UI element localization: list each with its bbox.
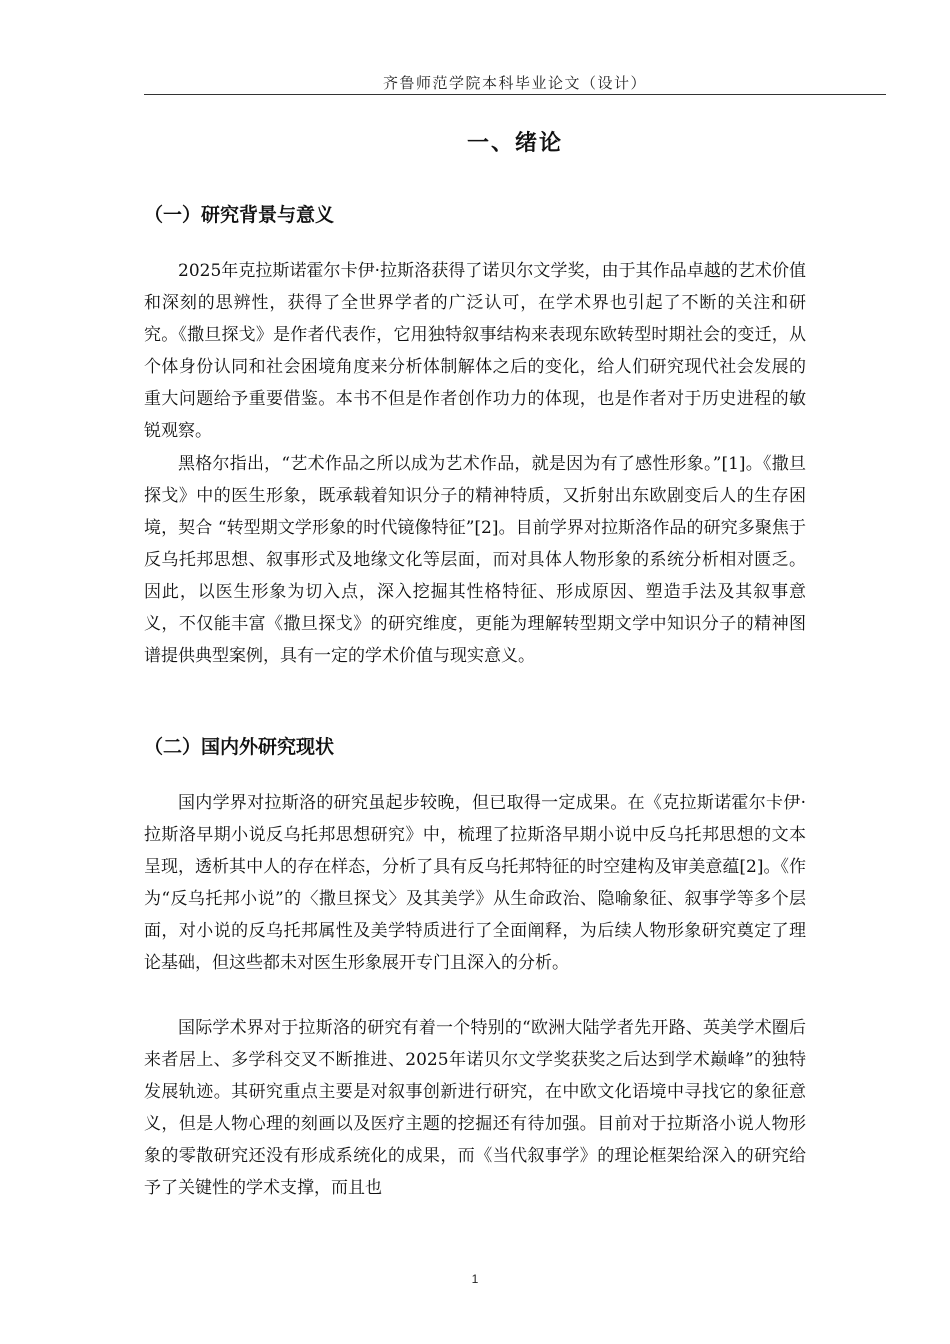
chapter-title: 一、绪论 — [466, 131, 563, 156]
paragraph-background-1: 2025年克拉斯诺霍尔卡伊·拉斯洛获得了诺贝尔文学奖，由于其作品卓越的艺术价值和深刻的思辨性，获得了全世界学者的广泛认可，在学术界也引起了不断的关注和研究。《撒旦探戈》是作者代表作，它用独特叙事结构来表现东欧转型时期社会的变迁，从个体身份认同和社会困境角度来分析体制解体之后的变化，给人们研究现代社会发展的重大问题给予重要借鉴。本书不但是作者创作功力的体现，也是作者对于历史进程的敏锐观察。 — [144, 261, 806, 441]
paragraph-international-research: 国际学术界对于拉斯洛的研究有着一个特别的“欧洲大陆学者先开路、英美学术圈后来者居上、多学科交叉不断推进、2025年诺贝尔文学奖获奖之后达到学术巅峰”的独特发展轨迹。其研究重点主要是对叙事创新进行研究，在中欧文化语境中寻找它的象征意义，但是人物心理的刻画以及医疗主题的挖掘还有待加强。目前对于拉斯洛小说人物形象的零散研究还没有形成系统化的成果，而《当代叙事学》的理论框架给深入的研究给予了关键性的学术支撑，而且也 — [144, 1018, 806, 1198]
section-heading-research-status: （二）国内外研究现状 — [144, 736, 335, 758]
paragraph-domestic-research: 国内学界对拉斯洛的研究虽起步较晚，但已取得一定成果。在《克拉斯诺霍尔卡伊·拉斯洛早期小说反乌托邦思想研究》中，梳理了拉斯洛早期小说中反乌托邦思想的文本呈现，透析其中人的存在样态，分析了具有反乌托邦特征的时空建构及审美意蕴[2]。《作为“反乌托邦小说”的〈撒旦探戈〉及其美学》从生命政治、隐喻象征、叙事学等多个层面，对小说的反乌托邦属性及美学特质进行了全面阐释，为后续人物形象研究奠定了理论基础，但这些都未对医生形象展开专门且深入的分析。 — [144, 793, 806, 973]
paragraph-background-2: 黑格尔指出，“艺术作品之所以成为艺术作品，就是因为有了感性形象。”[1]。《撒旦探戈》中的医生形象，既承载着知识分子的精神特质，又折射出东欧剧变后人的生存困境，契合 “转型期文学形象的时代镜像特征”[2]。目前学界对拉斯洛作品的研究多聚焦于反乌托邦思想、叙事形式及地缘文化等层面，而对具体人物形象的系统分析相对匮乏。因此，以医生形象为切入点，深入挖掘其性格特征、形成原因、塑造手法及其叙事意义，不仅能丰富《撒旦探戈》的研究维度，更能为理解转型期文学中知识分子的精神图谱提供典型案例，具有一定的学术价值与现实意义。 — [144, 454, 806, 666]
running-header: 齐鲁师范学院本科毕业论文（设计） — [382, 74, 647, 92]
header-divider — [144, 94, 886, 95]
page-number: 1 — [471, 1272, 479, 1286]
section-heading-background: （一）研究背景与意义 — [144, 204, 335, 226]
